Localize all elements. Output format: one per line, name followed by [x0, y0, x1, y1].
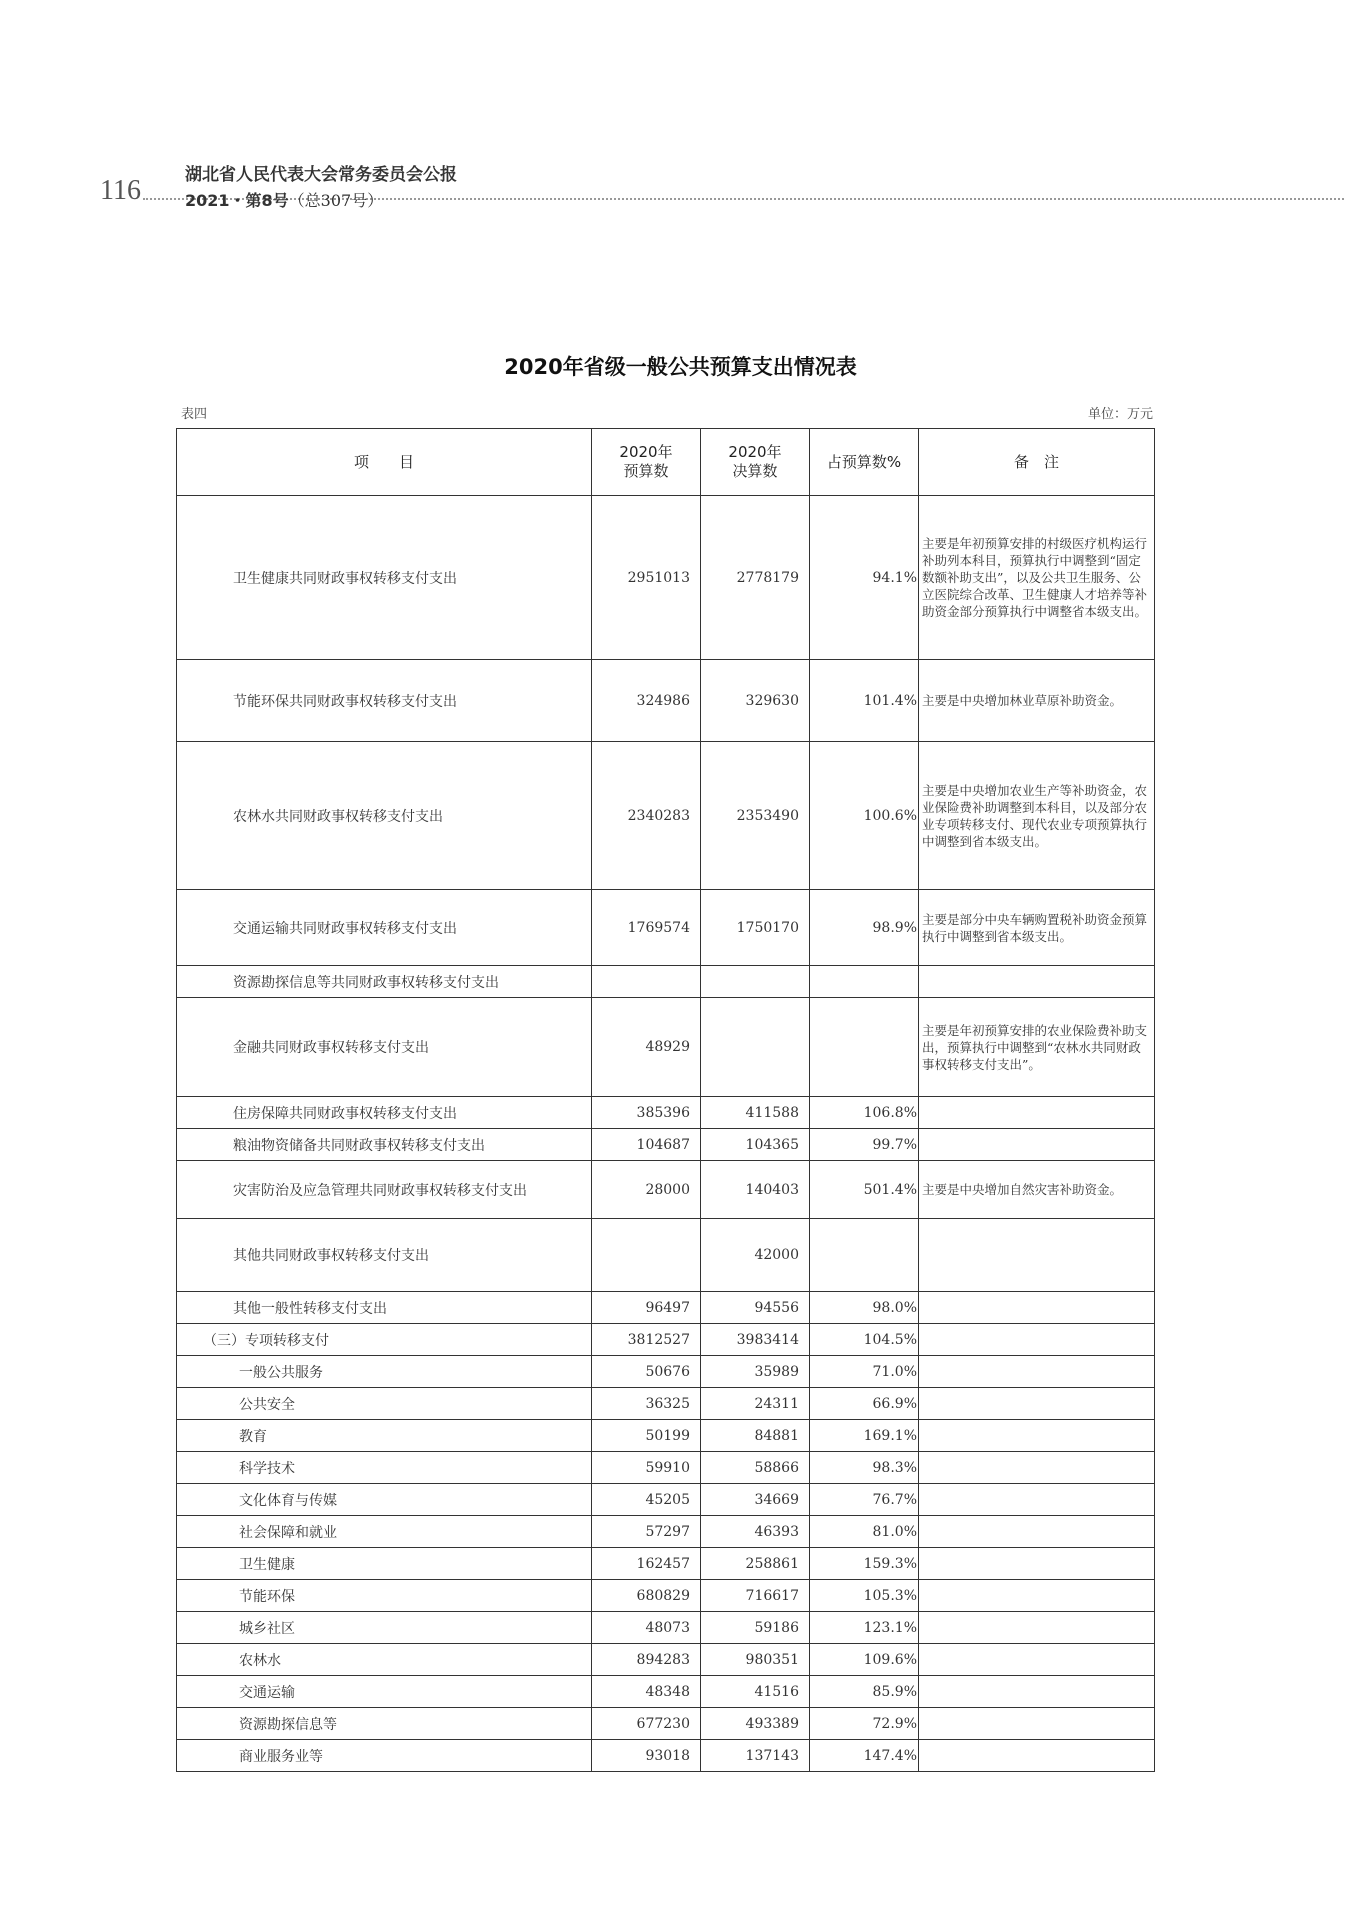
cell-final: 329630: [701, 660, 810, 742]
cell-note: [919, 1580, 1155, 1612]
col-header-budget-line2: 预算数: [623, 462, 669, 480]
cell-ratio: 98.3%: [810, 1452, 919, 1484]
cell-note: [919, 1548, 1155, 1580]
cell-item: 农林水共同财政事权转移支付支出: [177, 742, 592, 890]
table-row: [177, 1388, 1155, 1420]
cell-item: 文化体育与传媒: [177, 1484, 592, 1516]
cell-final: [701, 966, 810, 998]
cell-note: 主要是中央增加自然灾害补助资金。: [919, 1161, 1155, 1219]
cell-ratio: 106.8%: [810, 1097, 919, 1129]
cell-note: 主要是年初预算安排的农业保险费补助支出，预算执行中调整到“农林水共同财政事权转移支付支出”。: [919, 998, 1155, 1097]
cell-note: [919, 1612, 1155, 1644]
table-row: [177, 1129, 1155, 1161]
cell-ratio: 98.9%: [810, 890, 919, 966]
cell-budget: 36325: [592, 1388, 701, 1420]
cell-budget: 385396: [592, 1097, 701, 1129]
cell-item: 粮油物资储备共同财政事权转移支付支出: [177, 1129, 592, 1161]
cell-item: 科学技术: [177, 1452, 592, 1484]
cell-final: 258861: [701, 1548, 810, 1580]
cell-final: 493389: [701, 1708, 810, 1740]
cell-note: 主要是中央增加林业草原补助资金。: [919, 660, 1155, 742]
cell-final: 35989: [701, 1356, 810, 1388]
cell-note: [919, 966, 1155, 998]
cell-budget: 50199: [592, 1420, 701, 1452]
cell-note: [919, 1420, 1155, 1452]
cell-note: [919, 1484, 1155, 1516]
cell-ratio: 98.0%: [810, 1292, 919, 1324]
table-row: [177, 1097, 1155, 1129]
cell-item: 其他一般性转移支付支出: [177, 1292, 592, 1324]
cell-item: 交通运输: [177, 1676, 592, 1708]
cell-budget: 1769574: [592, 890, 701, 966]
cell-note: [919, 1292, 1155, 1324]
table-row: [177, 1612, 1155, 1644]
issue-total: （总307号）: [288, 191, 384, 210]
cell-final: 42000: [701, 1219, 810, 1292]
cell-ratio: 85.9%: [810, 1676, 919, 1708]
table-row: [177, 966, 1155, 998]
table-row: [177, 1452, 1155, 1484]
table-row: [177, 1580, 1155, 1612]
cell-item: 住房保障共同财政事权转移支付支出: [177, 1097, 592, 1129]
col-header-budget: [592, 429, 701, 496]
cell-ratio: [810, 998, 919, 1097]
col-header-item: 项 目: [177, 429, 592, 496]
cell-final: 716617: [701, 1580, 810, 1612]
cell-item: 社会保障和就业: [177, 1516, 592, 1548]
cell-budget: [592, 1219, 701, 1292]
table-row: [177, 1708, 1155, 1740]
cell-final: 137143: [701, 1740, 810, 1772]
cell-ratio: 76.7%: [810, 1484, 919, 1516]
table-row: [177, 1420, 1155, 1452]
page-number: 116: [100, 175, 141, 206]
cell-final: 980351: [701, 1644, 810, 1676]
cell-item: 农林水: [177, 1644, 592, 1676]
cell-item: 卫生健康共同财政事权转移支付支出: [177, 496, 592, 660]
cell-item: 城乡社区: [177, 1612, 592, 1644]
cell-ratio: 147.4%: [810, 1740, 919, 1772]
cell-final: 94556: [701, 1292, 810, 1324]
cell-ratio: 72.9%: [810, 1708, 919, 1740]
cell-budget: 48073: [592, 1612, 701, 1644]
cell-budget: 45205: [592, 1484, 701, 1516]
cell-note: [919, 1676, 1155, 1708]
cell-note: 主要是年初预算安排的村级医疗机构运行补助列本科目，预算执行中调整到“固定数额补助支出”，以及公共卫生服务、公立医院综合改革、卫生健康人才培养等补助资金部分预算执行中调整省本级支出。: [919, 496, 1155, 660]
cell-final: 411588: [701, 1097, 810, 1129]
col-header-budget-line1: 2020年: [619, 443, 673, 462]
cell-final: 1750170: [701, 890, 810, 966]
cell-budget: 93018: [592, 1740, 701, 1772]
cell-budget: 677230: [592, 1708, 701, 1740]
cell-note: [919, 1324, 1155, 1356]
cell-ratio: 159.3%: [810, 1548, 919, 1580]
cell-item: （三）专项转移支付: [177, 1324, 592, 1356]
table-row: [177, 496, 1155, 660]
table-header-row: [177, 429, 1155, 496]
cell-item: 资源勘探信息等: [177, 1708, 592, 1740]
cell-item: 教育: [177, 1420, 592, 1452]
table-row: [177, 890, 1155, 966]
cell-budget: 50676: [592, 1356, 701, 1388]
cell-final: 34669: [701, 1484, 810, 1516]
cell-item: 其他共同财政事权转移支付支出: [177, 1219, 592, 1292]
cell-final: 59186: [701, 1612, 810, 1644]
cell-final: 24311: [701, 1388, 810, 1420]
cell-final: [701, 998, 810, 1097]
cell-ratio: 71.0%: [810, 1356, 919, 1388]
col-header-final-line1: 2020年: [728, 443, 782, 462]
table-row: [177, 742, 1155, 890]
cell-ratio: 169.1%: [810, 1420, 919, 1452]
cell-ratio: 109.6%: [810, 1644, 919, 1676]
cell-note: 主要是中央增加农业生产等补助资金，农业保险费补助调整到本科目，以及部分农业专项转移支付、现代农业专项预算执行中调整到省本级支出。: [919, 742, 1155, 890]
cell-budget: 57297: [592, 1516, 701, 1548]
cell-budget: 894283: [592, 1644, 701, 1676]
table-row: [177, 1548, 1155, 1580]
table-row: [177, 998, 1155, 1097]
cell-budget: 48348: [592, 1676, 701, 1708]
cell-budget: [592, 966, 701, 998]
cell-budget: 48929: [592, 998, 701, 1097]
cell-ratio: 501.4%: [810, 1161, 919, 1219]
cell-item: 节能环保共同财政事权转移支付支出: [177, 660, 592, 742]
cell-budget: 162457: [592, 1548, 701, 1580]
cell-ratio: 101.4%: [810, 660, 919, 742]
cell-note: [919, 1219, 1155, 1292]
table-row: [177, 1644, 1155, 1676]
cell-budget: 3812527: [592, 1324, 701, 1356]
table-row: [177, 1740, 1155, 1772]
cell-note: 主要是部分中央车辆购置税补助资金预算执行中调整到省本级支出。: [919, 890, 1155, 966]
table-row: [177, 1676, 1155, 1708]
table-row: [177, 1484, 1155, 1516]
cell-item: 公共安全: [177, 1388, 592, 1420]
cell-ratio: [810, 966, 919, 998]
table-row: [177, 660, 1155, 742]
table-row: [177, 1161, 1155, 1219]
cell-item: 卫生健康: [177, 1548, 592, 1580]
cell-budget: 680829: [592, 1580, 701, 1612]
cell-ratio: 123.1%: [810, 1612, 919, 1644]
cell-note: [919, 1516, 1155, 1548]
cell-ratio: 104.5%: [810, 1324, 919, 1356]
cell-item: 交通运输共同财政事权转移支付支出: [177, 890, 592, 966]
unit-label: 单位：万元: [1087, 407, 1153, 422]
col-header-final-line2: 决算数: [732, 462, 778, 480]
cell-final: 104365: [701, 1129, 810, 1161]
cell-item: 金融共同财政事权转移支付支出: [177, 998, 592, 1097]
cell-item: 资源勘探信息等共同财政事权转移支付支出: [177, 966, 592, 998]
cell-budget: 2340283: [592, 742, 701, 890]
cell-ratio: 99.7%: [810, 1129, 919, 1161]
cell-note: [919, 1740, 1155, 1772]
cell-ratio: 100.6%: [810, 742, 919, 890]
cell-note: [919, 1452, 1155, 1484]
cell-budget: 59910: [592, 1452, 701, 1484]
cell-ratio: [810, 1219, 919, 1292]
table-row: [177, 1219, 1155, 1292]
col-header-ratio: 占预算数%: [810, 429, 919, 496]
cell-note: [919, 1644, 1155, 1676]
cell-budget: 324986: [592, 660, 701, 742]
cell-ratio: 105.3%: [810, 1580, 919, 1612]
cell-final: 46393: [701, 1516, 810, 1548]
cell-note: [919, 1356, 1155, 1388]
cell-budget: 28000: [592, 1161, 701, 1219]
cell-final: 2778179: [701, 496, 810, 660]
cell-note: [919, 1388, 1155, 1420]
issue-main: 2021・第8号: [185, 191, 289, 210]
table-row: [177, 1516, 1155, 1548]
table-title: 2020年省级一般公共预算支出情况表: [504, 355, 857, 379]
journal-title: 湖北省人民代表大会常务委员会公报: [185, 165, 457, 185]
cell-final: 58866: [701, 1452, 810, 1484]
cell-note: [919, 1708, 1155, 1740]
cell-final: 3983414: [701, 1324, 810, 1356]
cell-budget: 2951013: [592, 496, 701, 660]
expenditure-table: [176, 428, 1155, 1772]
cell-note: [919, 1129, 1155, 1161]
cell-final: 41516: [701, 1676, 810, 1708]
issue-line: [185, 188, 383, 211]
cell-final: 140403: [701, 1161, 810, 1219]
col-header-note: 备 注: [919, 429, 1155, 496]
cell-budget: 96497: [592, 1292, 701, 1324]
cell-final: 2353490: [701, 742, 810, 890]
cell-item: 节能环保: [177, 1580, 592, 1612]
cell-ratio: 94.1%: [810, 496, 919, 660]
cell-item: 灾害防治及应急管理共同财政事权转移支付支出: [177, 1161, 592, 1219]
cell-item: 一般公共服务: [177, 1356, 592, 1388]
col-header-final: [701, 429, 810, 496]
cell-budget: 104687: [592, 1129, 701, 1161]
cell-ratio: 81.0%: [810, 1516, 919, 1548]
cell-ratio: 66.9%: [810, 1388, 919, 1420]
table-number: 表四: [181, 407, 208, 422]
cell-final: 84881: [701, 1420, 810, 1452]
table-row: [177, 1356, 1155, 1388]
cell-item: 商业服务业等: [177, 1740, 592, 1772]
table-row: [177, 1292, 1155, 1324]
cell-note: [919, 1097, 1155, 1129]
table-row: [177, 1324, 1155, 1356]
